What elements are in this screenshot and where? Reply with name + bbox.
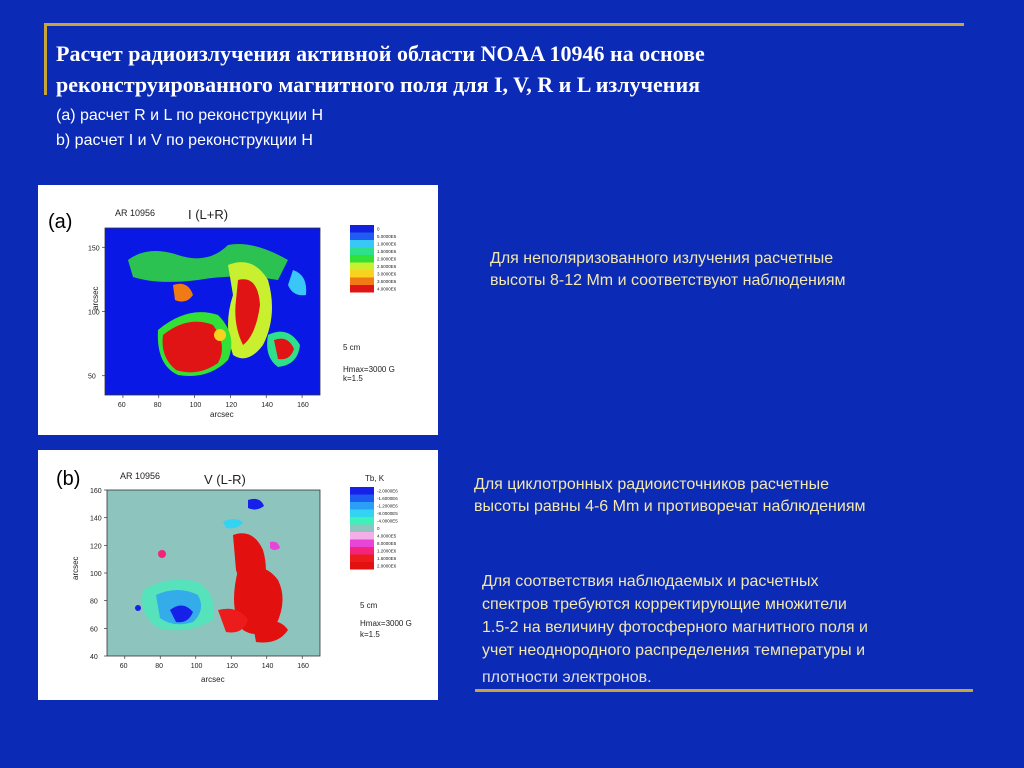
legend-swatch	[350, 517, 374, 525]
note-correction-line-3: 1.5-2 на величину фотосферного магнитного поля и	[482, 619, 868, 636]
legend-swatch	[350, 487, 374, 495]
legend-swatch	[350, 248, 374, 256]
note-cyclotron-line-2: высоты равны 4-6 Mm и противоречат наблюдениям	[474, 498, 866, 515]
panel-a-legend	[350, 225, 397, 293]
legend-label: 2.0000E6	[377, 256, 397, 262]
x-tick-label: 60	[119, 663, 128, 670]
panel-a	[38, 185, 438, 435]
panel-b	[38, 450, 438, 700]
legend-swatch	[350, 233, 374, 241]
legend-swatch	[350, 240, 374, 248]
panel-a-ylabel: arcsec	[91, 286, 100, 310]
subtitle-b: b) расчет I и V по реконструкции H	[56, 132, 313, 149]
legend-swatch	[350, 278, 374, 286]
note-correction	[482, 570, 868, 689]
note-unpolarized-line-1: Для неполяризованного излучения расчетные	[490, 250, 834, 267]
note-correction-line-1: Для соответствия наблюдаемых и расчетных	[482, 573, 819, 590]
y-tick-label: 50	[88, 373, 96, 381]
x-tick-label: 140	[261, 402, 273, 409]
panel-b-label: (b)	[56, 468, 81, 490]
legend-swatch	[350, 502, 374, 510]
y-tick-label: 140	[90, 515, 102, 523]
left-rule	[44, 23, 47, 95]
legend-swatch	[350, 547, 374, 555]
legend-swatch	[350, 510, 374, 518]
legend-label: 1.0000E6	[377, 241, 397, 247]
panel-a-plot-title: I (L+R)	[188, 207, 229, 222]
legend-swatch	[350, 562, 374, 570]
legend-swatch	[350, 495, 374, 503]
legend-swatch	[350, 540, 374, 548]
note-unpolarized-line-2: высоты 8-12 Mm и соответствуют наблюдениям	[490, 272, 846, 289]
legend-label: -4.0000E5	[377, 518, 398, 524]
legend-swatch	[350, 285, 374, 293]
panel-b-plot-title: V (L-R)	[204, 472, 246, 487]
y-tick-label: 60	[90, 626, 98, 634]
note-correction-line-2: спектров требуются корректирующие множители	[482, 596, 847, 613]
panel-b-ar-label: AR 10956	[120, 471, 161, 481]
x-tick-label: 160	[297, 663, 309, 670]
panel-a-info-2: Hmax=3000 G	[343, 365, 395, 374]
panel-b-info-2: Hmax=3000 G	[360, 619, 412, 628]
panel-b-ylabel: arcsec	[71, 556, 80, 580]
panel-a-ar-label: AR 10956	[115, 208, 156, 218]
legend-swatch	[350, 225, 374, 233]
subtitle-a: (a) расчет R и L по реконструкции H	[56, 107, 324, 124]
panel-a-xlabel: arcsec	[210, 410, 234, 419]
x-tick-label: 140	[261, 663, 274, 670]
legend-label: 5.0000E5	[377, 234, 397, 239]
x-tick-label: 100	[189, 402, 202, 409]
panel-b-info-1: 5 cm	[360, 601, 378, 610]
legend-label: 1.6000E6	[377, 556, 397, 561]
legend-swatch	[350, 532, 374, 540]
legend-label: 0	[377, 526, 380, 531]
panel-b-info-3: k=1.5	[360, 630, 380, 639]
note-correction-line-5: плотности электронов	[482, 669, 648, 686]
y-tick-label: 120	[90, 543, 102, 551]
panel-b-legend	[350, 487, 398, 570]
x-tick-label: 120	[225, 402, 238, 409]
legend-label: -1.2000E6	[377, 503, 398, 509]
y-tick-label: 100	[90, 571, 102, 578]
legend-label: 2.0000E6	[377, 563, 397, 569]
y-tick-label: 80	[90, 598, 98, 606]
legend-label: -2.0000E6	[377, 488, 398, 494]
note-correction-line-4: учет неоднородного распределения температуры и	[482, 642, 866, 659]
panel-b-legend-title: Tb, K	[365, 474, 385, 483]
legend-label: 2.5000E6	[377, 264, 397, 269]
note-unpolarized	[490, 248, 845, 292]
title-line-2: реконструированного магнитного поля для I, V, R и L излучения	[56, 72, 701, 97]
x-tick-label: 120	[226, 663, 238, 670]
panel-a-info-3: k=1.5	[343, 374, 363, 383]
legend-swatch	[350, 270, 374, 278]
y-tick-label: 160	[90, 488, 102, 495]
note-correction-period: .	[647, 669, 652, 686]
x-tick-label: 100	[190, 663, 203, 670]
panel-b-plot	[38, 450, 438, 700]
panel-a-info-1: 5 cm	[343, 343, 361, 352]
legend-label: 4.0000E6	[377, 286, 397, 292]
note-cyclotron-line-1: Для циклотронных радиоисточников расчетные	[474, 476, 829, 493]
legend-label: -1.6000E6	[377, 496, 398, 501]
bottom-rule	[475, 689, 973, 692]
x-tick-label: 160	[297, 402, 309, 409]
y-tick-label: 40	[90, 654, 98, 661]
panel-b-xlabel: arcsec	[201, 675, 225, 684]
legend-swatch	[350, 255, 374, 263]
legend-label: 8.0000E5	[377, 541, 397, 546]
y-tick-label: 100	[88, 309, 100, 317]
legend-label: 4.0000E5	[377, 533, 397, 539]
note-cyclotron	[474, 474, 865, 518]
legend-swatch	[350, 555, 374, 563]
y-tick-label: 150	[88, 245, 100, 253]
x-tick-label: 80	[155, 663, 164, 670]
panel-a-label: (a)	[48, 211, 73, 233]
legend-swatch	[350, 525, 374, 533]
top-rule	[44, 23, 964, 26]
legend-label: 3.0000E6	[377, 271, 397, 277]
legend-label: 1.2000E6	[377, 548, 397, 554]
title-line-1: Расчет радиоизлучения активной области NOAA 10946 на основе	[56, 41, 705, 66]
legend-label: -8.0000E5	[377, 511, 398, 516]
slide-title	[56, 38, 956, 100]
legend-swatch	[350, 263, 374, 271]
legend-label: 1.5000E6	[377, 249, 397, 254]
panel-a-plot	[38, 185, 438, 435]
x-tick-label: 60	[117, 402, 126, 409]
x-tick-label: 80	[153, 402, 162, 409]
panel-b-plot-area	[107, 490, 320, 656]
legend-label: 0	[377, 226, 380, 232]
legend-label: 3.5000E6	[377, 279, 397, 284]
